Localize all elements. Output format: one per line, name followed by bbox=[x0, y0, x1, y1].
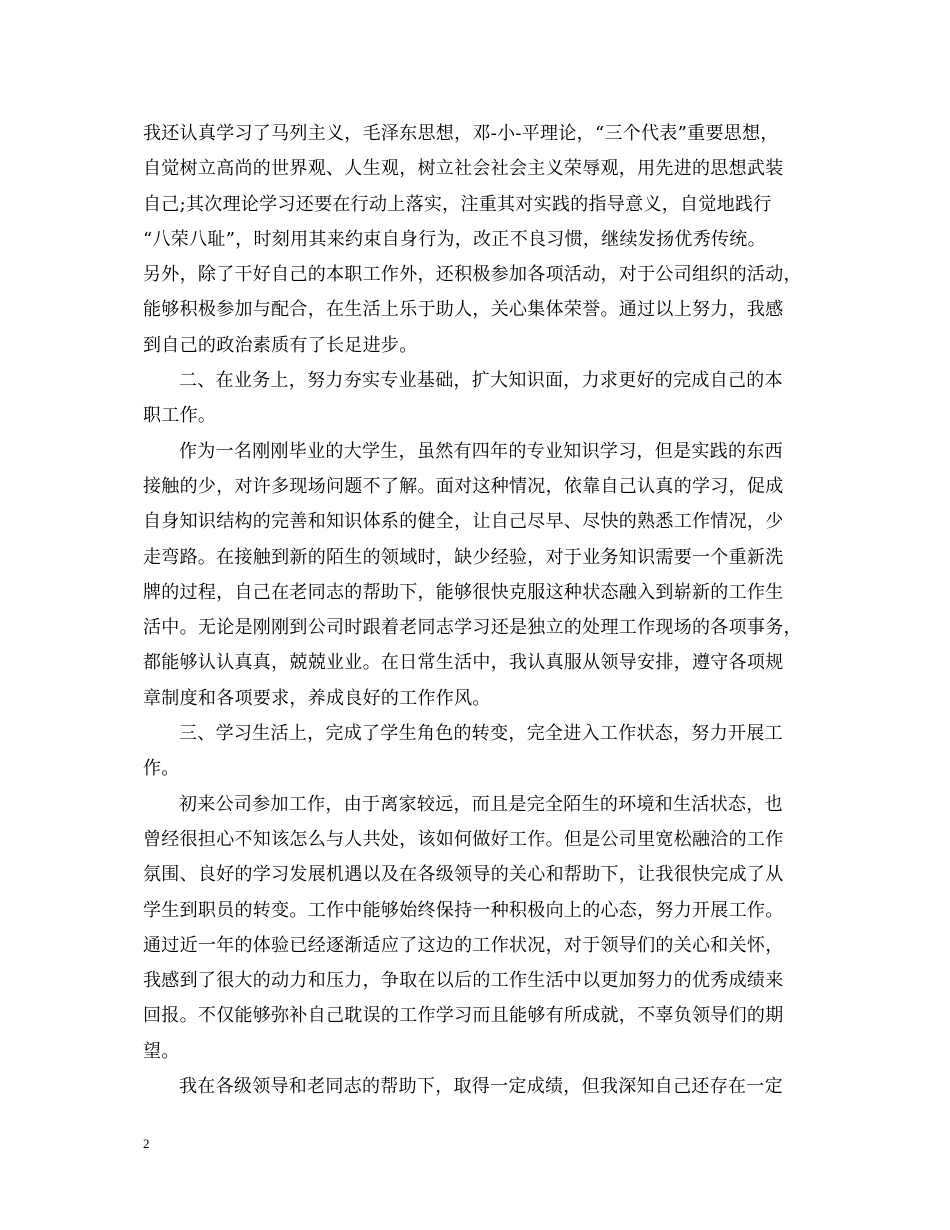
section-heading-line: 三、学习生活上，完成了学生角色的转变，完全进入工作状态，努力开展工 bbox=[179, 723, 783, 745]
text-line: 望。 bbox=[143, 1040, 180, 1062]
text-line: 作为一名刚刚毕业的大学生，虽然有四年的专业知识学习，但是实践的东西 bbox=[179, 440, 783, 462]
text-line: 曾经很担心不知该怎么与人共处，该如何做好工作。但是公司里宽松融洽的工作 bbox=[143, 828, 784, 850]
text-line: 走弯路。在接触到新的陌生的领域时，缺少经验，对于业务知识需要一个重新洗 bbox=[143, 546, 784, 568]
text-line: 活中。无论是刚刚到公司时跟着老同志学习还是独立的处理工作现场的各项事务， bbox=[143, 617, 802, 639]
text-line: “八荣八耻”，时刻用其来约束自身行为，改正不良习惯，继续发扬优秀传统。 bbox=[143, 228, 766, 250]
text-line: 我还认真学习了马列主义，毛泽东思想，邓-小-平理论，“三个代表”重要思想， bbox=[143, 123, 779, 144]
text-line: 都能够认认真真，兢兢业业。在日常生活中，我认真服从领导安排，遵守各项规 bbox=[143, 652, 784, 674]
text-line: 牌的过程，自己在老同志的帮助下，能够很快克服这种状态融入到崭新的工作生 bbox=[143, 581, 784, 603]
text-line: 回报。不仅能够弥补自己耽误的工作学习而且能够有所成就，不辜负领导们的期 bbox=[143, 1005, 784, 1027]
body-text bbox=[143, 116, 823, 1104]
text-line: 初来公司参加工作，由于离家较远，而且是完全陌生的环境和生活状态，也 bbox=[179, 793, 783, 815]
page-number: 2 bbox=[143, 1136, 150, 1151]
text-line: 自己;其次理论学习还要在行动上落实，注重其对实践的指导意义，自觉地践行 bbox=[143, 193, 772, 215]
text-line: 另外，除了干好自己的本职工作外，还积极参加各项活动，对于公司组织的活动， bbox=[143, 264, 802, 286]
text-line: 自觉树立高尚的世界观、人生观，树立社会社会主义荣辱观，用先进的思想武装 bbox=[143, 158, 784, 180]
text-line: 学生到职员的转变。工作中能够始终保持一种积极向上的心态，努力开展工作。 bbox=[143, 899, 784, 921]
text-line: 通过近一年的体验已经逐渐适应了这边的工作状况，对于领导们的关心和关怀， bbox=[143, 934, 784, 956]
text-line: 到自己的政治素质有了长足进步。 bbox=[143, 334, 418, 356]
section-heading-line: 二、在业务上，努力夯实专业基础，扩大知识面，力求更好的完成自己的本 bbox=[179, 370, 783, 392]
text-line: 我感到了很大的动力和压力，争取在以后的工作生活中以更加努力的优秀成绩来 bbox=[143, 970, 784, 992]
text-line: 我在各级领导和老同志的帮助下，取得一定成绩，但我深知自己还存在一定 bbox=[179, 1076, 783, 1098]
text-line: 章制度和各项要求，养成良好的工作作风。 bbox=[143, 687, 491, 709]
text-line: 接触的少，对许多现场问题不了解。面对这种情况，依靠自己认真的学习，促成 bbox=[143, 475, 784, 497]
text-line: 能够积极参加与配合，在生活上乐于助人，关心集体荣誉。通过以上努力，我感 bbox=[143, 299, 784, 321]
text-line: 氛围、良好的学习发展机遇以及在各级领导的关心和帮助下，让我很快完成了从 bbox=[143, 864, 784, 886]
section-heading-line: 职工作。 bbox=[143, 405, 217, 427]
section-heading-line: 作。 bbox=[143, 758, 180, 780]
text-line: 自身知识结构的完善和知识体系的健全，让自己尽早、尽快的熟悉工作情况，少 bbox=[143, 511, 784, 533]
